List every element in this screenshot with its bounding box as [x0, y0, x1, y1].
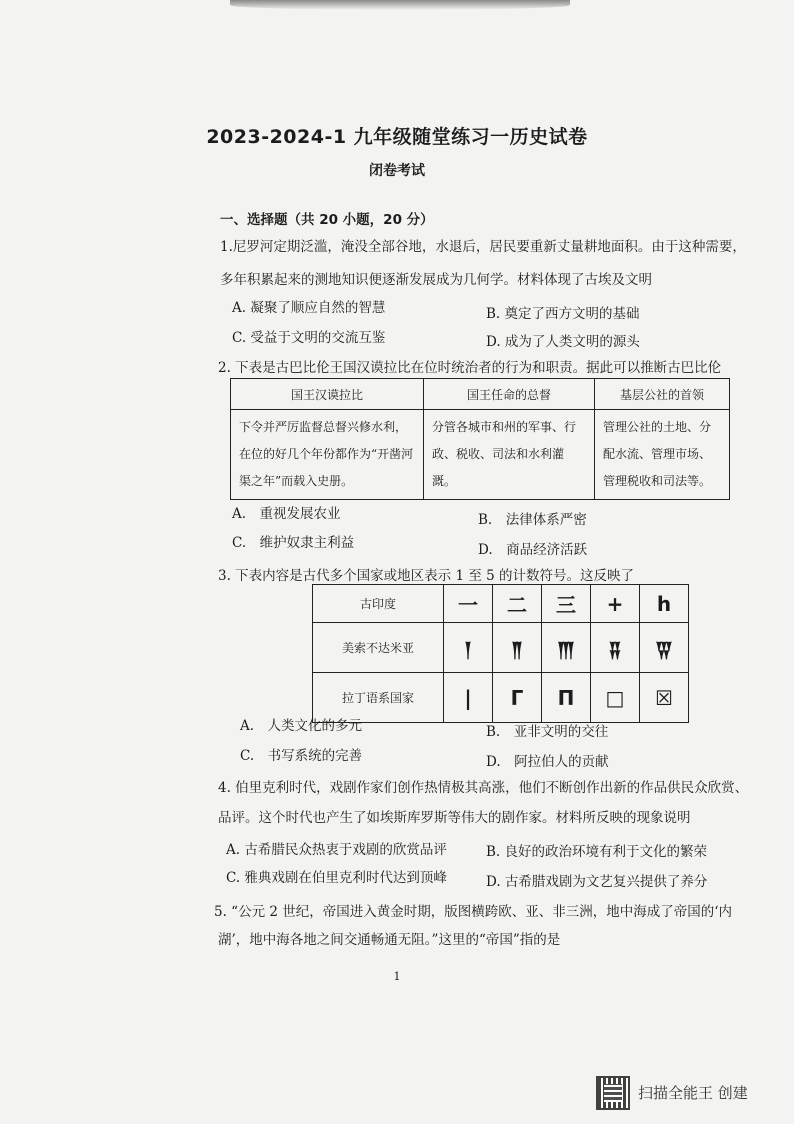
- q3-symbol: |: [444, 673, 493, 723]
- q2-cell-governor: 分管各城市和州的军事、行政、税收、司法和水利灌溉。: [424, 410, 595, 500]
- q1-option-b: B. 奠定了西方文明的基础: [486, 306, 640, 322]
- q2-stem: 2. 下表是古巴比伦王国汉谟拉比在位时统治者的行为和职责。据此可以推断古巴比伦: [218, 360, 722, 376]
- q4-stem-line2: 品评。这个时代也产生了如埃斯库罗斯等伟大的剧作家。材料所反映的现象说明: [218, 810, 691, 826]
- q3-table: [312, 584, 689, 723]
- q4-option-b: B. 良好的政治环境有利于文化的繁荣: [486, 844, 708, 860]
- q1-stem-line2: 多年积累起来的测地知识便逐渐发展成为几何学。材料体现了古埃及文明: [220, 272, 652, 288]
- q1-option-a: A. 凝聚了顺应自然的智慧: [232, 300, 386, 316]
- q2-option-a: A. 重视发展农业: [232, 506, 341, 522]
- q3-option-a: A. 人类文化的多元: [240, 718, 363, 734]
- q4-stem-line1: 4. 伯里克利时代，戏剧作家们创作热情极其高涨，他们不断创作出新的作品供民众欣赏、: [218, 780, 749, 796]
- q5-stem-line1: 5. “公元 2 世纪，帝国进入黄金时期，版图横跨欧、亚、非三洲，地中海成了帝国的‘内: [214, 904, 733, 920]
- q3-row-label-latin: 拉丁语系国家: [313, 673, 444, 723]
- q2-table: [230, 378, 730, 500]
- q2-header-governor: 国王任命的总督: [424, 379, 595, 410]
- exam-title: 2023-2024-1 九年级随堂练习一历史试卷: [206, 126, 588, 148]
- q3-symbol: 二: [493, 585, 542, 623]
- q2-header-king: 国王汉谟拉比: [231, 379, 424, 410]
- q1-option-c: C. 受益于文明的交流互鉴: [232, 330, 386, 346]
- q5-stem-line2: 湖’，地中海各地之间交通畅通无阻。”这里的“帝国”指的是: [218, 932, 561, 948]
- q3-symbol: □: [591, 673, 640, 723]
- q3-symbol: 三: [542, 585, 591, 623]
- q3-symbol: 𒈫: [493, 623, 542, 673]
- q4-option-c: C. 雅典戏剧在伯里克利时代达到顶峰: [226, 870, 447, 886]
- q3-option-c: C. 书写系统的完善: [240, 748, 363, 764]
- q3-symbol: +: [591, 585, 640, 623]
- q3-symbol: Γ: [493, 673, 542, 723]
- scan-shadow: [230, 0, 570, 10]
- q3-option-b: B. 亚非文明的交往: [486, 724, 609, 740]
- q3-stem: 3. 下表内容是古代多个国家或地区表示 1 至 5 的计数符号。这反映了: [218, 568, 635, 584]
- section-heading: 一、选择题（共 20 小题，20 分）: [220, 212, 434, 228]
- q3-symbol: 一: [444, 585, 493, 623]
- q3-symbol: 𒐉: [591, 623, 640, 673]
- q1-stem-line1: 1.尼罗河定期泛滥，淹没全部谷地，水退后，居民要重新丈量耕地面积。由于这种需要，: [220, 239, 746, 255]
- q4-option-d: D. 古希腊戏剧为文艺复兴提供了养分: [486, 874, 708, 890]
- q3-row-label-mesopotamia: 美索不达米亚: [313, 623, 444, 673]
- q3-symbol: 𒐊: [640, 623, 689, 673]
- q2-option-d: D. 商品经济活跃: [478, 542, 588, 558]
- page-number: 1: [393, 970, 401, 983]
- q3-row-label-india: 古印度: [313, 585, 444, 623]
- q2-cell-commune: 管理公社的土地、分配水流、管理市场、管理税收和司法等。: [595, 410, 730, 500]
- q2-cell-king: 下令并严厉监督总督兴修水利，在位的好几个年份都作为“开凿河渠之年”而载入史册。: [231, 410, 424, 500]
- q3-symbol: h: [640, 585, 689, 623]
- scanner-watermark: 扫描全能王 创建: [638, 1084, 748, 1102]
- exam-subtitle: 闭卷考试: [369, 163, 425, 179]
- qr-code-icon: [596, 1076, 630, 1110]
- q3-symbol: ☒: [640, 673, 689, 723]
- q4-option-a: A. 古希腊民众热衷于戏剧的欣赏品评: [226, 842, 447, 858]
- q3-option-d: D. 阿拉伯人的贡献: [486, 754, 609, 770]
- q2-option-c: C. 维护奴隶主利益: [232, 535, 355, 551]
- q1-option-d: D. 成为了人类文明的源头: [486, 334, 640, 350]
- q3-symbol: Π: [542, 673, 591, 723]
- q2-header-commune: 基层公社的首领: [595, 379, 730, 410]
- q2-option-b: B. 法律体系严密: [478, 512, 587, 528]
- q3-symbol: 𒐈: [542, 623, 591, 673]
- q3-symbol: 𒁹: [444, 623, 493, 673]
